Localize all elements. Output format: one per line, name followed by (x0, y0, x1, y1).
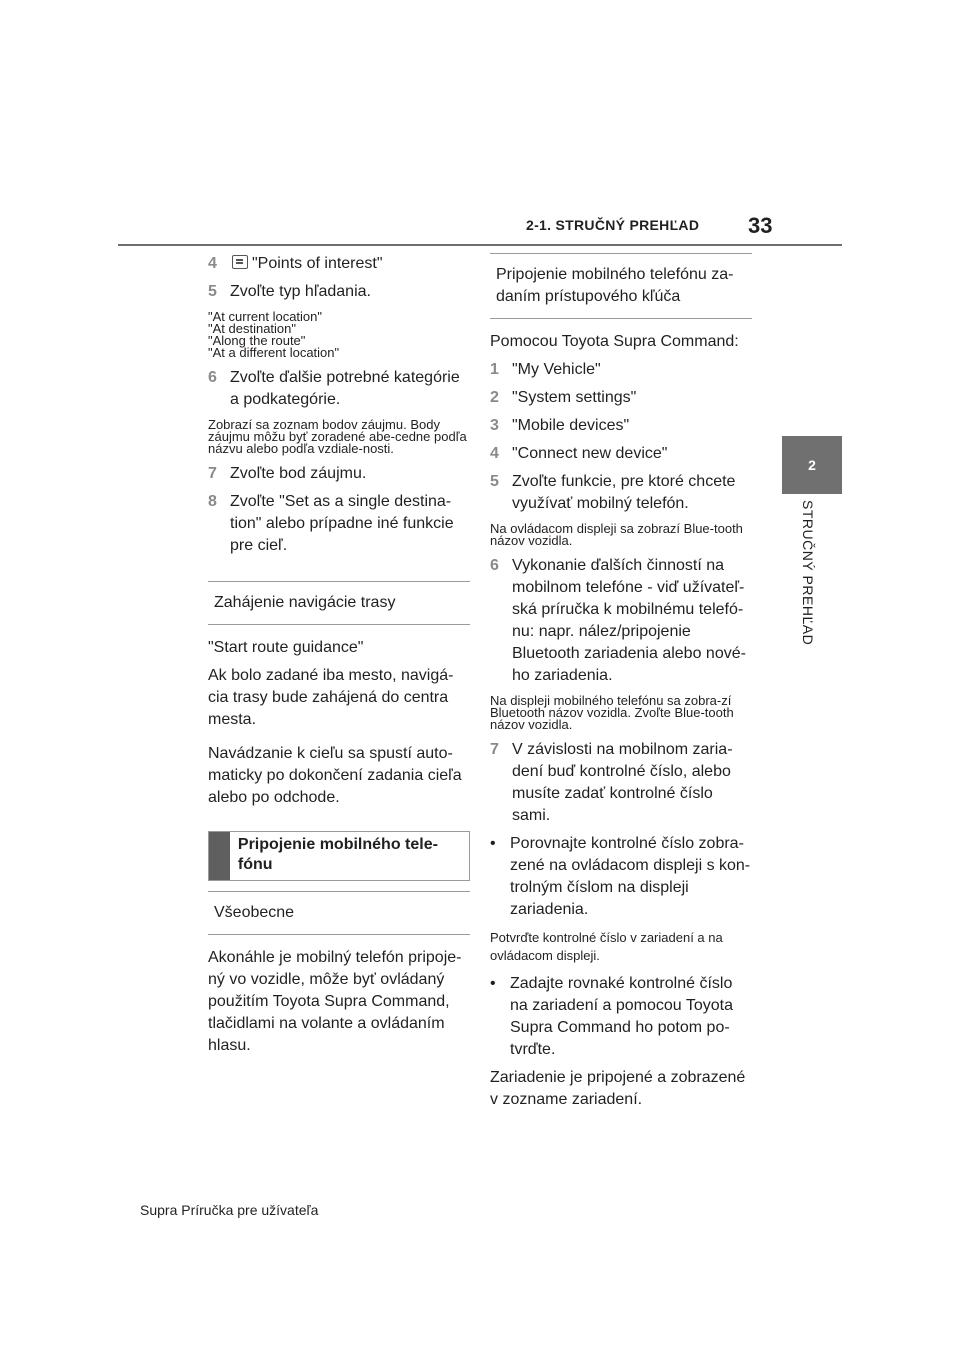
step-number: 5 (208, 283, 217, 300)
subhead-pairing: Pripojenie mobilného telefónu za-daním prístupového kľúča (490, 253, 752, 319)
left-column (208, 253, 470, 1069)
step-number: 7 (490, 741, 499, 758)
step-2 (490, 387, 752, 409)
bullet-icon: • (490, 835, 496, 852)
paragraph: "Start route guidance" (208, 639, 364, 656)
paragraph: Ak bolo zadané iba mesto, navigá-cia trasy bude zahájená do centra mesta. (208, 667, 454, 728)
paragraph: Akonáhle je mobilný telefón pripoje-ný vo vozidle, môže byť ovládaný použitím Toyota Supra Command, tlačidlami na volante a ovládaním hlasu. (208, 949, 462, 1054)
chapter-tab: 2 (782, 436, 842, 494)
box-accent (209, 832, 230, 880)
step-6 (490, 555, 752, 687)
step-text: Zvoľte typ hľadania. (230, 283, 371, 300)
step-number: 4 (490, 445, 499, 462)
bullet-item (490, 833, 752, 921)
section-box (208, 831, 470, 881)
subhead-navigation: Zahájenie navigácie trasy (208, 581, 470, 625)
step-text: "System settings" (512, 389, 637, 406)
search-options (208, 311, 470, 359)
step-number: 5 (490, 473, 499, 490)
step-number: 8 (208, 493, 217, 510)
step-text: V závislosti na mobilnom zaria-dení buď kontrolné číslo, alebo musíte zadať kontrolné číslo sami. (512, 741, 733, 824)
section-title: 2-1. STRUČNÝ PREHĽAD (526, 217, 700, 233)
note: Na ovládacom displeji sa zobrazí Blue-tooth názov vozidla. (490, 521, 743, 548)
step-5 (208, 281, 470, 303)
step-text: "My Vehicle" (512, 361, 601, 378)
step-number: 3 (490, 417, 499, 434)
step-number: 1 (490, 361, 499, 378)
step-6 (208, 367, 470, 411)
paragraph: Navádzanie k cieľu sa spustí auto-maticky po dokončení zadania cieľa alebo po odchode. (208, 745, 462, 806)
step-text: Zvoľte bod záujmu. (230, 465, 367, 482)
chapter-side-title: STRUČNÝ PREHĽAD (800, 500, 816, 646)
step-number: 6 (208, 369, 217, 386)
paragraph: Zariadenie je pripojené a zobrazené v zozname zariadení. (490, 1069, 746, 1108)
bullet-text: Porovnajte kontrolné číslo zobra-zené na ovládacom displeji s kon-trolným číslom na displeji zariadenia. (510, 835, 751, 918)
note: Potvrďte kontrolné číslo v zariadení a na ovládacom displeji. (490, 930, 723, 963)
footer-text: Supra Príručka pre užívateľa (140, 1202, 319, 1218)
option: "At a different location" (208, 345, 340, 360)
page-number: 33 (748, 213, 773, 238)
bullet-item (490, 973, 752, 1061)
step-4 (490, 443, 752, 465)
step-number: 4 (208, 255, 217, 272)
step-4 (208, 253, 470, 275)
step-text: Zvoľte ďalšie potrebné kategórie a podkategórie. (230, 369, 460, 408)
step-3 (490, 415, 752, 437)
step-5 (490, 471, 752, 515)
option: "Along the route" (208, 333, 306, 348)
option: "At current location" (208, 309, 323, 324)
step-text: "Connect new device" (512, 445, 668, 462)
step-1 (490, 359, 752, 381)
list-icon (232, 255, 248, 269)
step-number: 6 (490, 557, 499, 574)
bullet-text: Zadajte rovnaké kontrolné číslo na zariadení a pomocou Toyota Supra Command ho potom po-tvrďte. (510, 975, 733, 1058)
step-number: 7 (208, 465, 217, 482)
box-title: Pripojenie mobilného tele-fónu (237, 836, 438, 873)
step-text: Vykonanie ďalších činností na mobilnom telefóne - viď užívateľ-ská príručka k mobilnému telefó-nu: napr. nález/pripojenie Bluetooth zariadenia alebo nové-ho zariadenia. (512, 557, 746, 684)
option: "At destination" (208, 321, 297, 336)
note: Na displeji mobilného telefónu sa zobra-zí Bluetooth názov vozidla. Zvoľte Blue-tooth názov vozidla. (490, 693, 734, 732)
step-text: "Mobile devices" (512, 417, 630, 434)
header-rule (118, 244, 842, 246)
step-text: Zvoľte "Set as a single destina-tion" alebo prípadne iné funkcie pre cieľ. (230, 493, 454, 554)
step-number: 2 (490, 389, 499, 406)
intro: Pomocou Toyota Supra Command: (490, 333, 739, 350)
bullet-icon: • (490, 975, 496, 992)
step-7 (490, 739, 752, 827)
step-8 (208, 491, 470, 557)
right-column (490, 253, 752, 1123)
note: Zobrazí sa zoznam bodov záujmu. Body záujmu môžu byť zoradené abe-cedne podľa názvu alebo podľa vzdiale-nosti. (208, 417, 467, 456)
step-text: Zvoľte funkcie, pre ktoré chcete využívať mobilný telefón. (512, 473, 736, 512)
subhead-general: Všeobecne (208, 891, 470, 935)
step-text: "Points of interest" (252, 255, 383, 272)
step-7 (208, 463, 470, 485)
